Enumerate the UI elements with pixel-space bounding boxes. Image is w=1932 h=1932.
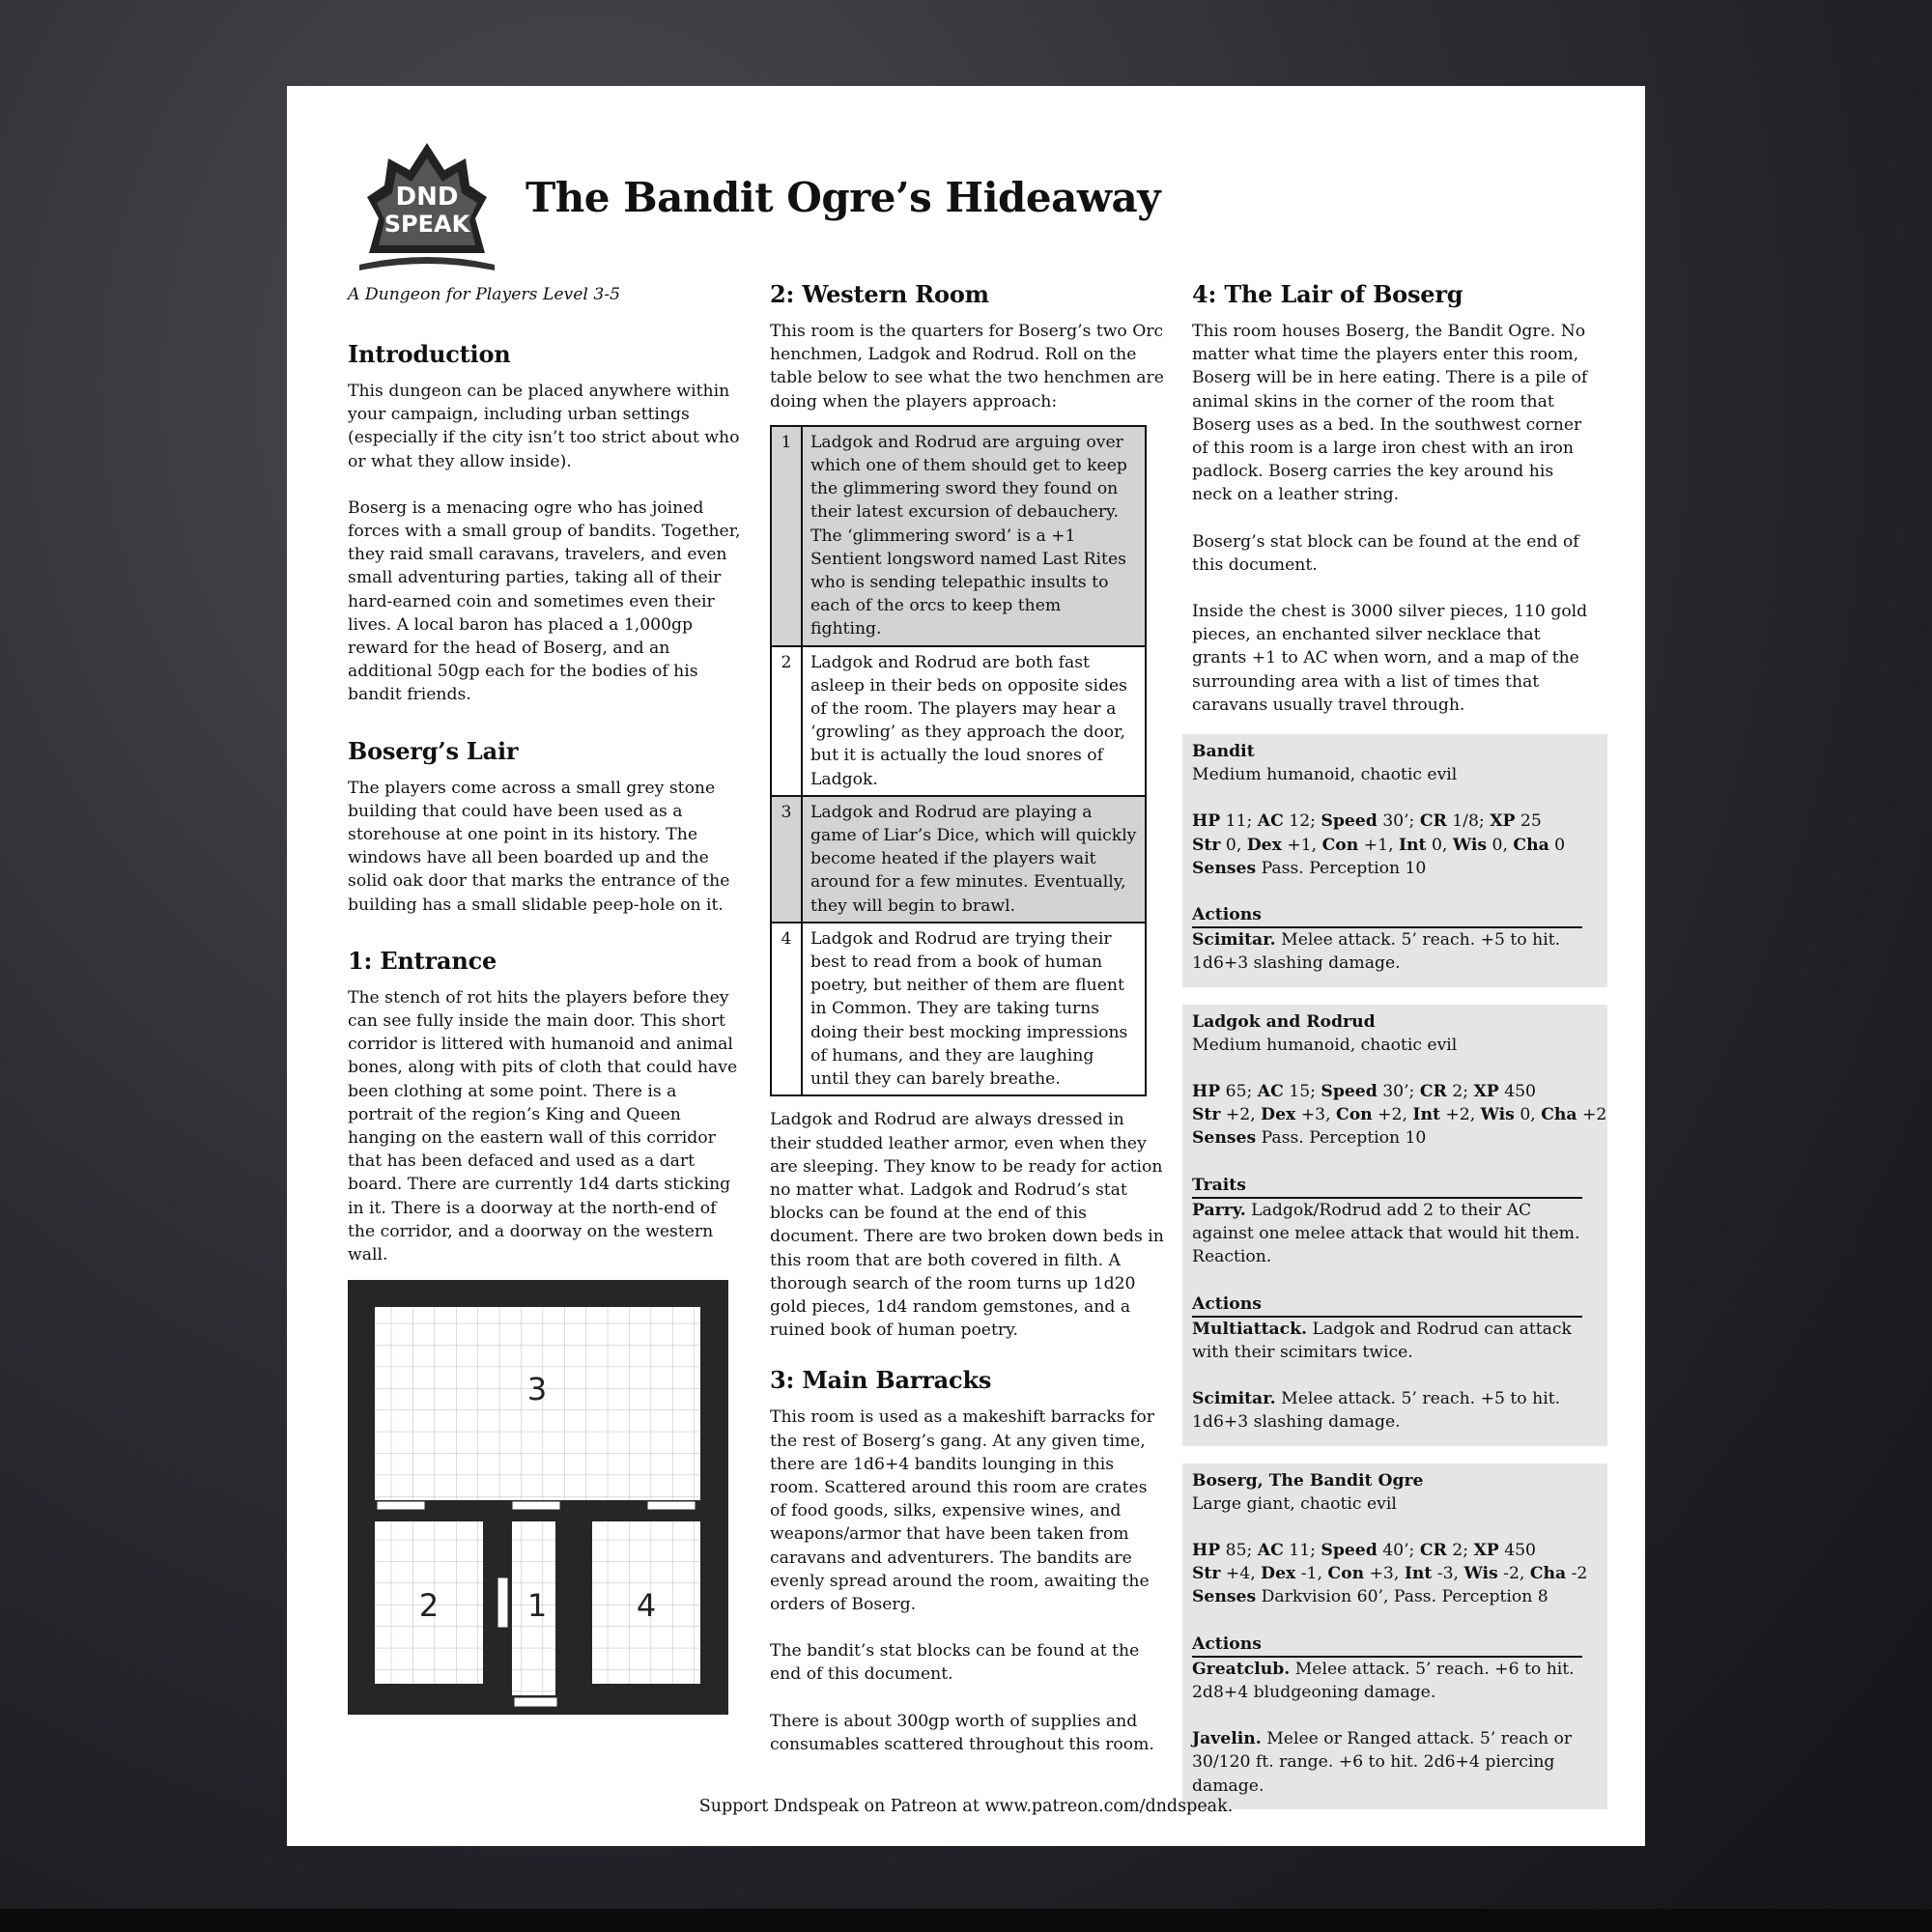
document-title: The Bandit Ogre’s Hideaway bbox=[526, 174, 1161, 221]
table-cell-text: Ladgok and Rodrud are playing a game of Liar’s Dice, which will quickly become heated if the players wait around for a few minutes. Eventually, they will begin to brawl. bbox=[802, 796, 1146, 923]
column-left bbox=[348, 279, 744, 1290]
statblock-action: Javelin. Melee or Ranged attack. 5’ reach or 30/120 ft. range. +6 to hit. 2d6+4 piercing damage. bbox=[1192, 1729, 1573, 1796]
statblock-action: Greatclub. Melee attack. 5’ reach. +6 to hit. 2d8+4 bludgeoning damage. bbox=[1192, 1659, 1575, 1702]
column-right bbox=[1192, 279, 1607, 1827]
entrance-paragraph: The stench of rot hits the players before they can see fully inside the main door. This short corridor is littered with humanoid and animal bones, along with pits of cloth that could have been clothing at some point. There is a portrait of the region’s King and Queen hanging on the eastern wall of this corridor that has been defaced and used as a dart board. There are currently 1d4 darts sticking in it. There is a doorway at the north-end of the corridor, and a doorway on the western wall. bbox=[348, 987, 738, 1265]
lair-of-boserg-heading: 4: The Lair of Boserg bbox=[1192, 280, 1463, 308]
statblock-boserg bbox=[1182, 1463, 1607, 1809]
table-cell-number: 3 bbox=[771, 796, 802, 923]
map-door bbox=[512, 1501, 560, 1510]
statblock-senses: Senses Pass. Perception 10 bbox=[1192, 1128, 1427, 1149]
page-header bbox=[350, 129, 1219, 284]
document-page bbox=[287, 86, 1645, 1846]
svg-text:DND: DND bbox=[395, 183, 459, 212]
main-barracks-paragraph-1: This room is used as a makeshift barracks for the rest of Boserg’s gang. At any given time, there are 1d6+4 bandits lounging in this room. Scattered around this room are crates of food goods, silks, expensive wines, and weapons/armor that have been taken from caravans and adventurers. The bandits are evenly spread around the room, awaiting the orders of Boserg. bbox=[770, 1407, 1154, 1614]
lair-of-boserg-paragraph-1: This room houses Boserg, the Bandit Ogre. No matter what time the players enter this room, Boserg will be in here eating. There is a pile of animal skins in the corner of the room that Boserg uses as a bed. In the southwest corner of this room is a large iron chest with an iron padlock. Boserg carries the key around his neck on a leather string. bbox=[1192, 322, 1588, 505]
bosergs-lair-paragraph: The players come across a small grey stone building that could have been used as a storehouse at one point in its history. The windows have all been boarded up and the solid oak door that marks the entrance of the building has a small slidable peep-hole on it. bbox=[348, 778, 730, 915]
statblock-type: Large giant, chaotic evil bbox=[1192, 1493, 1397, 1514]
lair-of-boserg-paragraph-2: Boserg’s stat block can be found at the end of this document. bbox=[1192, 531, 1579, 575]
svg-text:SPEAK: SPEAK bbox=[384, 211, 470, 238]
page-footer: Support Dndspeak on Patreon at www.patreon.com/dndspeak. bbox=[698, 1797, 1234, 1816]
background-bottom-band bbox=[0, 1909, 1932, 1932]
western-room-heading: 2: Western Room bbox=[770, 280, 989, 308]
dungeon-map bbox=[348, 1280, 728, 1715]
statblock-trait: Parry. Ladgok/Rodrud add 2 to their AC against one melee attack that would hit them. Reaction. bbox=[1192, 1200, 1580, 1267]
statblock-action: Multiattack. Ladgok and Rodrud can attack with their scimitars twice. bbox=[1192, 1319, 1572, 1362]
table-cell-number: 1 bbox=[771, 426, 802, 646]
dndspeak-logo bbox=[350, 129, 504, 284]
statblock-core-stats: HP 11; AC 12; Speed 30’; CR 1/8; XP 25 bbox=[1192, 811, 1542, 832]
main-barracks-paragraph-3: There is about 300gp worth of supplies and consumables scattered throughout this room. bbox=[770, 1711, 1154, 1754]
statblock-bandit bbox=[1182, 734, 1607, 987]
main-barracks-heading: 3: Main Barracks bbox=[770, 1366, 992, 1395]
statblock-action: Scimitar. Melee attack. 5’ reach. +5 to hit. 1d6+3 slashing damage. bbox=[1192, 930, 1561, 974]
statblock-ladgok-rodrud bbox=[1182, 1005, 1607, 1446]
table-cell-text: Ladgok and Rodrud are trying their best to read from a book of human poetry, but neither of them are fluent in Common. They are taking turns doing their best mocking impressions of humans, and they are laughing until they can barely breathe. bbox=[802, 923, 1146, 1095]
map-label-room-1: 1 bbox=[526, 1587, 548, 1624]
bosergs-lair-heading: Boserg’s Lair bbox=[348, 736, 519, 765]
document-subtitle: A Dungeon for Players Level 3-5 bbox=[348, 285, 621, 304]
table-row bbox=[771, 796, 1146, 923]
statblock-name: Ladgok and Rodrud bbox=[1192, 1011, 1376, 1032]
statblock-core-stats: HP 85; AC 11; Speed 40’; CR 2; XP 450 bbox=[1192, 1540, 1536, 1560]
map-door bbox=[497, 1577, 508, 1628]
statblock-actions-heading: Actions bbox=[1192, 1633, 1582, 1658]
lair-of-boserg-paragraph-3: Inside the chest is 3000 silver pieces, 110 gold pieces, an enchanted silver necklace that grants +1 to AC when worn, and a map of the surrounding area with a list of times that caravans usually travel through. bbox=[1192, 602, 1588, 715]
table-cell-text: Ladgok and Rodrud are arguing over which one of them should get to keep the glimmering sword they found on their latest excursion of debauchery. The ‘glimmering sword’ is a +1 Sentient longsword named Last Rites who is sending telepathic insults to each of the orcs to keep them fighting. bbox=[802, 426, 1146, 646]
statblock-actions-heading: Actions bbox=[1192, 1293, 1582, 1318]
map-label-room-3: 3 bbox=[526, 1371, 548, 1407]
introduction-paragraph-1: This dungeon can be placed anywhere within your campaign, including urban settings (especially if the city isn’t too strict about who or what they allow inside). bbox=[348, 382, 740, 471]
statblock-traits-heading: Traits bbox=[1192, 1174, 1582, 1199]
western-room-paragraph-1: This room is the quarters for Boserg’s two Orc henchmen, Ladgok and Rodrud. Roll on the table below to see what the two henchmen are doing when the players approach: bbox=[770, 322, 1164, 412]
introduction-heading: Introduction bbox=[348, 340, 511, 368]
introduction-paragraph-2: Boserg is a menacing ogre who has joined forces with a small group of bandits. Together, they raid small caravans, travelers, and even small adventuring parties, taking all of their hard-earned coin and sometimes even their lives. A local baron has placed a 1,000gp reward for the head of Boserg, and an additional 50gp each for the bodies of his bandit friends. bbox=[348, 497, 741, 705]
statblock-name: Boserg, The Bandit Ogre bbox=[1192, 1470, 1424, 1491]
map-label-room-2: 2 bbox=[418, 1587, 440, 1624]
table-row bbox=[771, 426, 1146, 646]
statblock-senses: Senses Pass. Perception 10 bbox=[1192, 858, 1427, 878]
table-cell-text: Ladgok and Rodrud are both fast asleep in their beds on opposite sides of the room. The players may hear a ‘growling’ as they approach the door, but it is actually the loud snores of Ladgok. bbox=[802, 646, 1146, 796]
western-room-paragraph-2: Ladgok and Rodrud are always dressed in their studded leather armor, even when they are sleeping. They know to be ready for action no matter what. Ladgok and Rodrud’s stat blocks can be found at the end of this document. There are two broken down beds in this room that are both covered in filth. A thorough search of the room turns up 1d20 gold pieces, 1d4 random gemstones, and a ruined book of human poetry. bbox=[770, 1110, 1164, 1341]
statblock-name: Bandit bbox=[1192, 742, 1255, 762]
map-door bbox=[377, 1501, 425, 1510]
column-middle bbox=[770, 279, 1166, 1779]
table-row bbox=[771, 646, 1146, 796]
entrance-heading: 1: Entrance bbox=[348, 946, 497, 975]
statblock-abilities: Str +2, Dex +3, Con +2, Int +2, Wis 0, Cha +2 bbox=[1192, 1105, 1607, 1125]
statblock-abilities: Str +4, Dex -1, Con +3, Int -3, Wis -2, Cha -2 bbox=[1192, 1564, 1588, 1584]
statblock-actions-heading: Actions bbox=[1192, 903, 1582, 928]
statblock-type: Medium humanoid, chaotic evil bbox=[1192, 765, 1458, 785]
statblock-senses: Senses Darkvision 60’, Pass. Perception 8 bbox=[1192, 1587, 1548, 1607]
map-label-room-4: 4 bbox=[636, 1587, 657, 1624]
statblock-abilities: Str 0, Dex +1, Con +1, Int 0, Wis 0, Cha 0 bbox=[1192, 835, 1566, 855]
table-cell-number: 2 bbox=[771, 646, 802, 796]
table-cell-number: 4 bbox=[771, 923, 802, 1095]
main-barracks-paragraph-2: The bandit’s stat blocks can be found at the end of this document. bbox=[770, 1641, 1140, 1685]
statblock-core-stats: HP 65; AC 15; Speed 30’; CR 2; XP 450 bbox=[1192, 1082, 1536, 1102]
henchmen-roll-table bbox=[770, 425, 1147, 1096]
table-row bbox=[771, 923, 1146, 1095]
map-door bbox=[647, 1501, 696, 1510]
map-door bbox=[514, 1697, 557, 1707]
statblock-type: Medium humanoid, chaotic evil bbox=[1192, 1035, 1458, 1055]
statblock-action: Scimitar. Melee attack. 5’ reach. +5 to hit. 1d6+3 slashing damage. bbox=[1192, 1389, 1561, 1433]
